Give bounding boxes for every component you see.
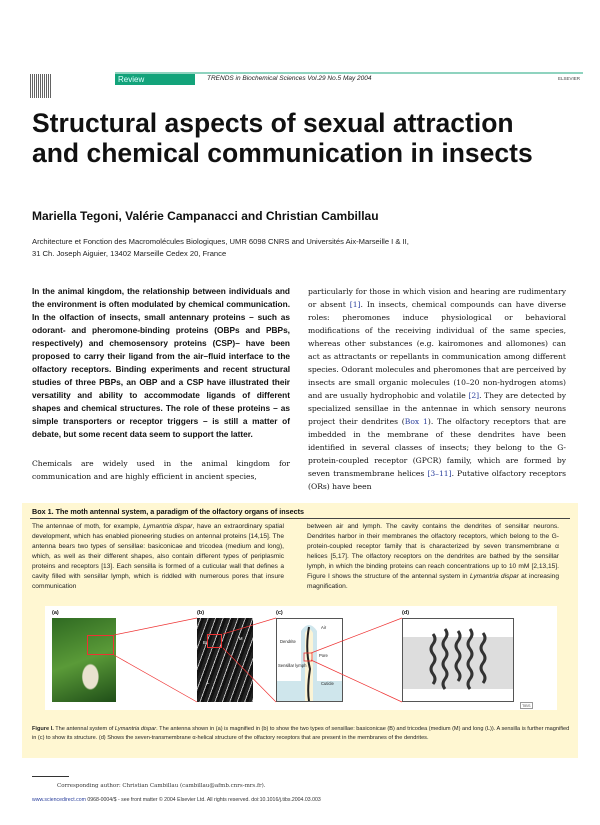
tibs-tag: TiBS bbox=[522, 703, 531, 708]
text: The antennae of moth, for example, bbox=[32, 523, 144, 530]
sciencedirect-link[interactable]: www.sciencedirect.com bbox=[32, 797, 86, 803]
panel-label: (c) bbox=[276, 610, 283, 616]
panel-label: (b) bbox=[197, 610, 205, 616]
citation-link[interactable]: [3–11] bbox=[427, 469, 452, 478]
label-dendrite: Dendrite bbox=[280, 639, 296, 644]
caption-lead: Figure I. bbox=[32, 726, 54, 732]
article-title: Structural aspects of sexual attraction and chemical communication in insects bbox=[32, 108, 533, 168]
copyright: 0968-0004/$ - see front matter © 2004 Elsevier Ltd. All rights reserved. doi:10.1016/j.tibs.2004.03.003 bbox=[85, 797, 321, 803]
text: . The antenna shown in (a) is magnified in (b) to show the two types of sensillae: basiconicae (B) and tricodea (medium (M) and long (L)). A sensilla is further magnified in (c) to show its structure. (d) Shows the seven-transmembrane α-helical structure of the olfactory receptors that are present in the membranes of the dendrites. bbox=[32, 726, 570, 741]
species-name: Lymantria dispar bbox=[469, 573, 519, 580]
text: at increasing magnification. bbox=[307, 573, 560, 590]
journal-info: TRENDS in Biochemical Sciences Vol.29 No.5 May 2004 bbox=[207, 75, 372, 82]
species-name: Lymantria dispar bbox=[143, 523, 193, 530]
label-pore: Pore bbox=[319, 653, 328, 658]
abstract: In the animal kingdom, the relationship between individuals and the environment is often modulated by chemical communication. In the olfaction of insects, small antennary proteins – such as odorant- and pheromone-binding proteins (OBPs and PBPs, respectively) and chemosensory proteins (CSP)– have been proposed to carry their ligand from the air–fluid interface to the olfactory receptors. Binding experiments and recent structural studies of three PBPs, an OBP and a CSP have illustrated their versatility and ability to accommodate ligands of different shapes and chemical structures. The role of these proteins – as simple transporters or receptor triggers – is still a matter of debate, but some recent data seem to support the latter. bbox=[32, 286, 290, 439]
panel-label: (d) bbox=[402, 610, 410, 616]
box-title: Box 1. The moth antennal system, a paradigm of the olfactory organs of insects bbox=[32, 507, 304, 516]
footer bbox=[32, 797, 321, 803]
text: between air and lymph. The cavity contains the dendrites of sensillar neurons. Dendrites harbor in their membranes the olfactory receptors, which belong to the G-protein-coupled receptor family that is characterized by seven transmembrane α helices [5,17]. The olfactory receptors on the dendrites are bathed by the sensillar lymph, in which the binding proteins can reach concentrations up to 10 mM [2,13,15]. Figure I shows the structure of the antennal system in bbox=[307, 523, 559, 580]
section-badge: Review bbox=[115, 74, 195, 85]
box-link[interactable]: Box 1 bbox=[404, 417, 428, 426]
text: The antennal system of bbox=[53, 726, 115, 732]
label-sensillar-lymph: Sensillar lymph bbox=[278, 663, 307, 668]
text: ). The olfactory receptors that are imbedded in the membrane of these dendrites have been identified in several classes of insects; they belong to the G-protein-coupled receptor (GPCR) family, which are formed by seven transmembrane helices bbox=[308, 417, 566, 478]
citation-link[interactable]: [2] bbox=[468, 391, 480, 400]
footnote-rule bbox=[32, 776, 69, 777]
affiliation-line: Architecture et Fonction des Macromolécules Biologiques, UMR 6098 CNRS and Universités Aix-Marseille I & II, bbox=[32, 237, 409, 246]
citation-link[interactable]: [1] bbox=[349, 300, 361, 309]
affiliation-line: 31 Ch. Joseph Aiguier, 13402 Marseille Cedex 20, France bbox=[32, 249, 227, 258]
label-l: L bbox=[207, 680, 210, 685]
label-air: Air bbox=[321, 625, 327, 630]
text: . They are detected by specialized sensillae in the antennae in which sensory neurons project their dendrites ( bbox=[308, 391, 566, 426]
text: particularly for those in which vision and hearing are rudimentary or absent bbox=[308, 287, 566, 309]
text: . In insects, chemical compounds can have diverse roles: pheromones induce physiological or behavioral modifications of the receiving individual of the same species, whereas other substances (e.g. kairomones and allomones) can act as attractants or repellants in communication among different species. Odorant molecules and pheromones that are perceived by insects are small organic molecules (10–20 non-hydrogen atoms) and are usually hydrophobic and volatile bbox=[308, 300, 566, 400]
species-name: Lymantria dispar bbox=[114, 726, 157, 732]
corresponding-author: Corresponding author: Christian Cambillau (cambillau@afmb.cnrs-mrs.fr). bbox=[57, 783, 266, 789]
label-cuticle: Cuticle bbox=[321, 681, 334, 686]
panel-label: (a) bbox=[52, 610, 59, 616]
text: . Putative olfactory receptors (ORs) have been bbox=[308, 469, 566, 491]
figure-caption bbox=[32, 725, 572, 743]
publisher-logo: ELSEVIER bbox=[557, 76, 580, 81]
label-b: B bbox=[203, 640, 206, 645]
authors: Mariella Tegoni, Valérie Campanacci and Christian Cambillau bbox=[32, 209, 379, 223]
text: , have an extraordinary spatial development, which has enabled pioneering studies on antennal proteins [14,15]. The antenna bears two types of sensillae: basiconicae and tricodea (medium and long), which, as well as their different shapes, also contain different types of periplasmic proteins and receptors [13]. Each sensilla is formed of a cuticular wall that defines a cavity filled with sensillar lymph, which is riddled with numerous pores that insure communication bbox=[32, 523, 284, 590]
intro-paragraph: Chemicals are widely used in the animal kingdom for communication and are highly efficient in ancient species, bbox=[32, 459, 290, 481]
label-m: M bbox=[239, 636, 243, 641]
